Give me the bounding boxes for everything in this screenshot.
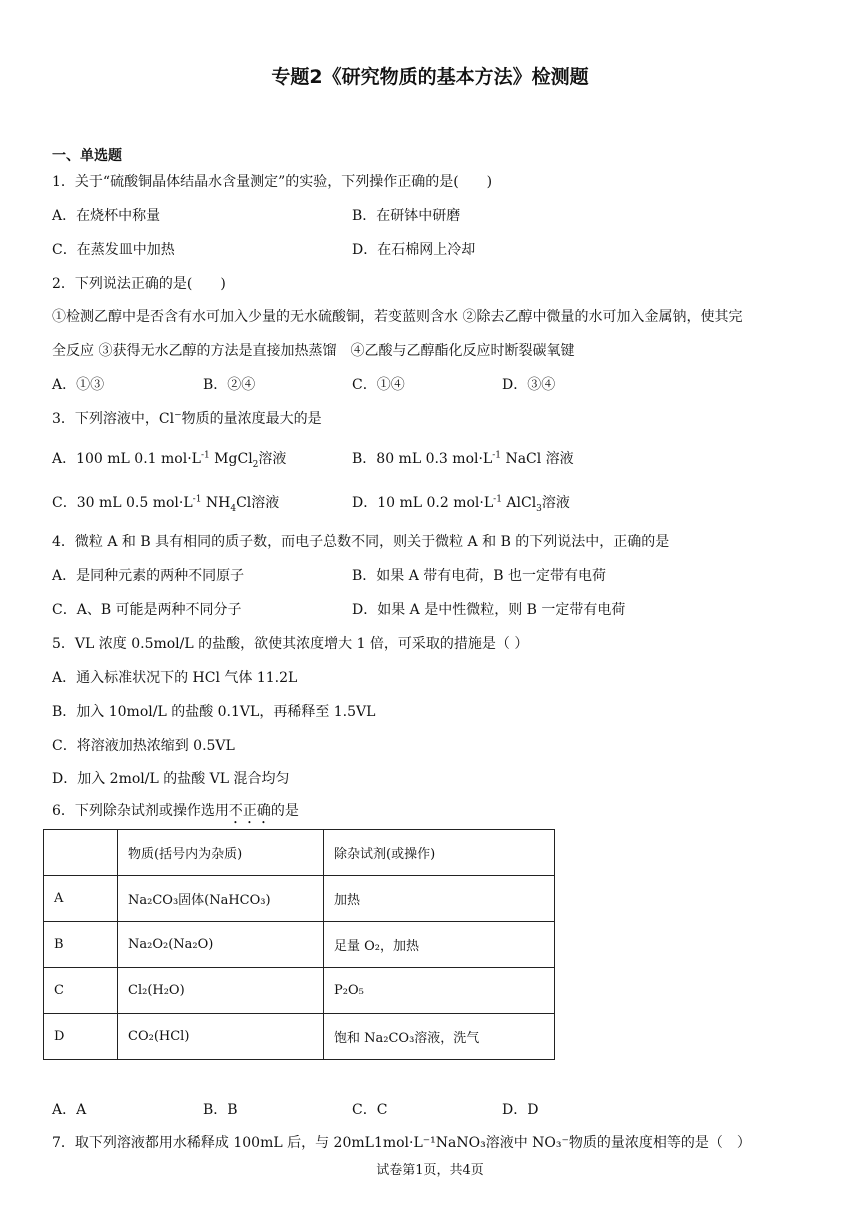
row-substance: Na₂O₂(Na₂O) (118, 922, 324, 968)
q4-option-b: B．如果 A 带有电荷，B 也一定带有电荷 (352, 568, 607, 584)
q2-option-d: D．③④ (502, 377, 556, 393)
q2-statement-line1: ①检测乙醇中是否含有水可加入少量的无水硫酸铜，若变蓝则含水 ②除去乙醇中微量的水可加入金属钠，使其完 (52, 309, 743, 325)
q5-option-c: C．将溶液加热浓缩到 0.5VL (52, 738, 235, 754)
row-label: D (44, 1014, 118, 1060)
question-4-stem: 4．微粒 A 和 B 具有相同的质子数，而电子总数不同，则关于微粒 A 和 B 的下列说法中，正确的是 (52, 534, 670, 550)
q3-option-c: C．30 mL 0.5 $mol\cdot L^{-1}$ $NH_4Cl$溶液 (52, 494, 280, 514)
table-row (44, 922, 555, 968)
q5-option-b: B．加入 10mol/L 的盐酸 0.1VL，再稀释至 1.5VL (52, 704, 376, 720)
section-heading: 一、单选题 (52, 148, 122, 164)
row-substance: Cl₂(H₂O) (118, 968, 324, 1014)
q2-option-b: B．②④ (203, 377, 256, 393)
row-label: B (44, 922, 118, 968)
header-cell-method: 除杂试剂(或操作) (324, 830, 555, 876)
q6-option-a: A．A (52, 1102, 87, 1118)
table-row (44, 876, 555, 922)
question-1-stem: 1．关于“硫酸铜晶体结晶水含量测定”的实验，下列操作正确的是( ) (52, 174, 493, 190)
question-2-stem: 2．下列说法正确的是( ) (52, 276, 226, 292)
row-substance: CO₂(HCl) (118, 1014, 324, 1060)
q1-option-c: C．在蒸发皿中加热 (52, 242, 175, 258)
q6-option-c: C．C (352, 1102, 388, 1118)
row-substance: Na₂CO₃固体(NaHCO₃) (118, 876, 324, 922)
question-7-stem: 7．取下列溶液都用水稀释成 100mL 后，与 20mL1mol·L⁻¹NaNO₃溶液中 NO₃⁻物质的量浓度相等的是（ ） (52, 1135, 751, 1151)
q2-statement-line2: 全反应 ③获得无水乙醇的方法是直接加热蒸馏 ④乙酸与乙醇酯化反应时断裂碳氧键 (52, 343, 575, 359)
q1-option-b: B．在研钵中研磨 (352, 208, 461, 224)
table-row (44, 968, 555, 1014)
purification-table (43, 829, 555, 1060)
row-method: P₂O₅ (324, 968, 555, 1014)
q3-option-d: D．10 mL 0.2 $mol\cdot L^{-1}$ AlCl$_3$溶液 (352, 494, 570, 514)
page-footer: 试卷第1页，共4页 (376, 1163, 484, 1178)
row-label: A (44, 876, 118, 922)
q2-option-a: A．①③ (52, 377, 105, 393)
header-cell-substance: 物质(括号内为杂质) (118, 830, 324, 876)
row-method: 饱和 Na₂CO₃溶液，洗气 (324, 1014, 555, 1060)
page-title: 专题2《研究物质的基本方法》检测题 (271, 66, 589, 88)
table-header-row (44, 830, 555, 876)
q6-option-d: D．D (502, 1102, 539, 1118)
q3-option-b: B．80 mL 0.3 $mol\cdot L^{-1}$ NaCl 溶液 (352, 450, 574, 467)
q5-option-d: D．加入 2mol/L 的盐酸 VL 混合均匀 (52, 771, 290, 787)
emphasis-not-correct: 不正确 (228, 803, 271, 819)
header-cell-blank (44, 830, 118, 876)
row-method: 加热 (324, 876, 555, 922)
q5-option-a: A．通入标准状况下的 HCl 气体 11.2L (52, 670, 298, 686)
q3-option-a: A．100 mL 0.1 $mol\cdot L^{-1}$ MgCl$_2$溶液 (52, 450, 287, 470)
q1-option-d: D．在石棉网上冷却 (352, 242, 476, 258)
q4-option-d: D．如果 A 是中性微粒，则 B 一定带有电荷 (352, 602, 626, 618)
q6-option-b: B．B (203, 1102, 238, 1118)
q4-option-c: C．A、B 可能是两种不同分子 (52, 602, 242, 618)
row-method: 足量 O₂，加热 (324, 922, 555, 968)
table-row (44, 1014, 555, 1060)
question-3-stem: 3．下列溶液中，Cl−物质的量浓度最大的是 (52, 410, 322, 427)
q1-option-a: A．在烧杯中称量 (52, 208, 161, 224)
q2-option-c: C．①④ (352, 377, 405, 393)
question-6-stem: 6．下列除杂试剂或操作选用不正确的是 (52, 803, 299, 819)
row-label: C (44, 968, 118, 1014)
question-5-stem: 5．VL 浓度 0.5mol/L 的盐酸，欲使其浓度增大 1 倍，可采取的措施是（ ） (52, 636, 529, 652)
q4-option-a: A．是同种元素的两种不同原子 (52, 568, 245, 584)
